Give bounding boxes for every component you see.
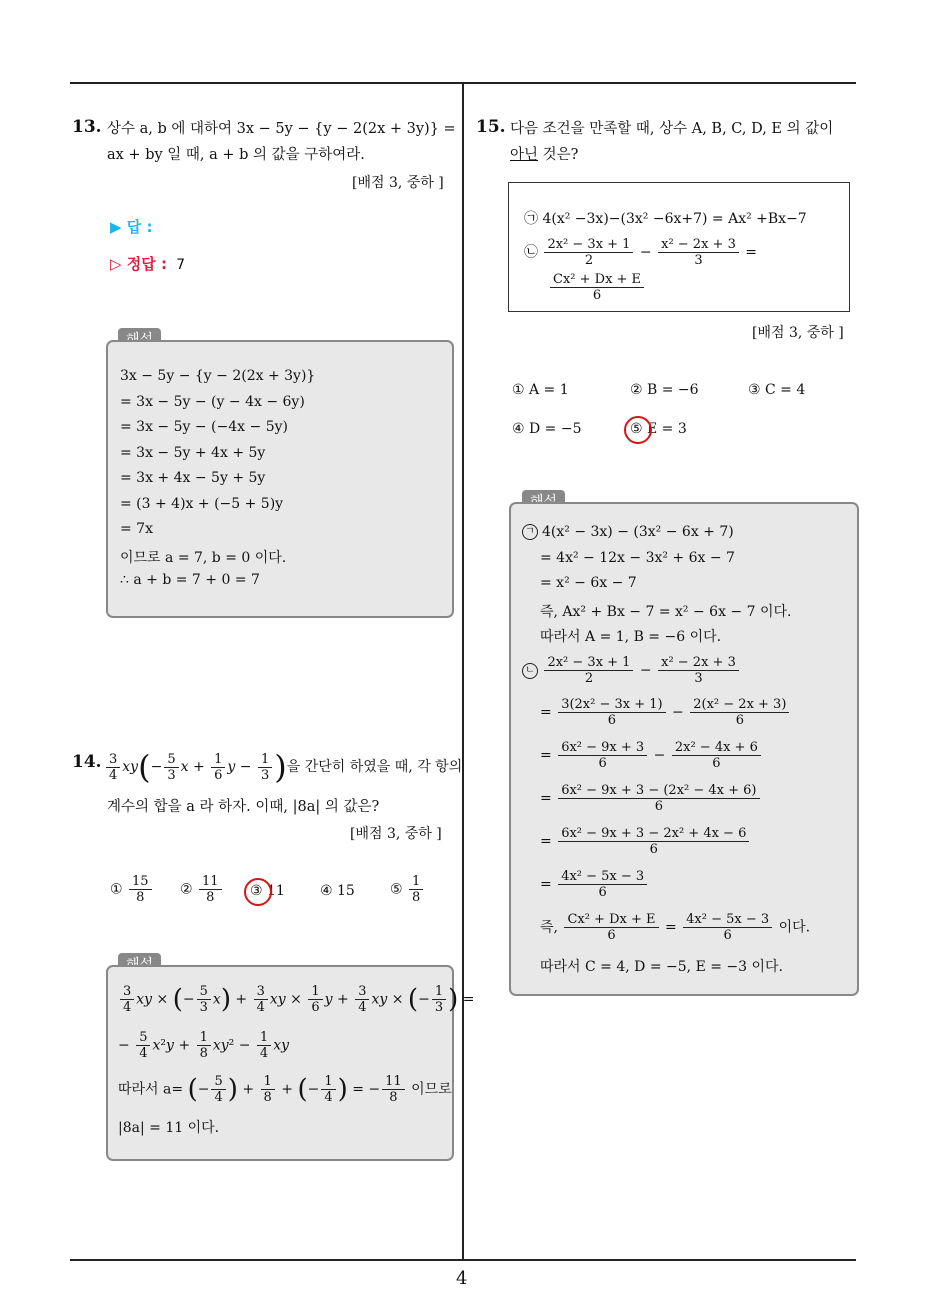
q14-sol-line2: − $\frac{5}{4}$ x²y + $\frac{1}{8}$ xy² − $\frac{1}{4}$ xy bbox=[118, 1030, 289, 1061]
q13-number: 13. bbox=[72, 117, 102, 137]
q14-sol-line1: $\frac{3}{4}$ xy × (− $\frac{5}{3}$ x) + $\frac{3}{4}$ xy × $\frac{1}{6}$ y + $\frac{3}{4}$ xy × (− $\frac{1}{3}$ ) = bbox=[118, 984, 474, 1015]
q15-choice-1[interactable]: ① A = 1 bbox=[512, 382, 569, 398]
q14-line1-tail: 을 간단히 하였을 때, 각 항의 bbox=[286, 759, 463, 775]
q14-sol-line4: |8a| = 11 이다. bbox=[118, 1120, 220, 1136]
q14-f2-num: 1 bbox=[211, 752, 225, 768]
q14-choice-2[interactable]: ② $\frac{11}{8}$ bbox=[180, 874, 224, 905]
q13-correct-value: 7 bbox=[176, 257, 185, 273]
page-number: 4 bbox=[456, 1268, 468, 1289]
q15-sol-b-r5: = $\frac{\text{6x² − 9x + 3 − 2x² + 4x − 6}}{6}$ bbox=[540, 826, 751, 857]
q14-score: [배점 3, 중하 ] bbox=[350, 826, 442, 842]
q14-choice-4[interactable]: ④ 15 bbox=[320, 883, 355, 899]
column-divider bbox=[462, 83, 464, 1261]
q13-score: [배점 3, 중하 ] bbox=[352, 175, 444, 191]
q15-choice-2[interactable]: ② B = −6 bbox=[630, 382, 699, 398]
q15-line1: 다음 조건을 만족할 때, 상수 A, B, C, D, E 의 값이 bbox=[510, 121, 834, 137]
q15-sol-b-r6: = $\frac{\text{4x² − 5x − 3}}{6}$ bbox=[540, 869, 649, 900]
q13-sol-line: = 3x + 4x − 5y + 5y bbox=[120, 470, 266, 486]
q13-correct-label: ▷ 정답 : bbox=[110, 255, 167, 273]
q15-cond-2: ㉡ $\frac{\text{2x² − 3x + 1}}{2}$ − $\frac{\text{x² − 2x + 3}}{3}$ = bbox=[524, 237, 758, 268]
q15-sol-b-r4: = $\frac{\text{6x² − 9x + 3 − (2x² − 4x + 6)}}{6}$ bbox=[540, 783, 762, 814]
q13-sol-line: = 3x − 5y − (−4x − 5y) bbox=[120, 419, 288, 435]
q15-choice-4[interactable]: ④ D = −5 bbox=[512, 421, 582, 437]
q13-correct bbox=[110, 253, 185, 274]
q15-number: 15. bbox=[476, 117, 506, 137]
q13-sol-line: = 7x bbox=[120, 521, 153, 537]
q14-f2-den: 6 bbox=[214, 767, 223, 783]
q15-sol-b-r7: 즉, $\frac{\text{Cx² + Dx + E}}{6}$ = $\frac{\text{4x² − 5x − 3}}{6}$ 이다. bbox=[540, 912, 811, 943]
q15-sol-a-line: = 4x² − 12x − 3x² + 6x − 7 bbox=[540, 549, 735, 566]
q13-answer-label: ▶ 답 : bbox=[110, 218, 153, 236]
q15-sol-b-r8: 따라서 C = 4, D = −5, E = −3 이다. bbox=[540, 959, 784, 975]
q15-sol-a-line: = x² − 6x − 7 bbox=[540, 575, 637, 591]
q13-line1: 상수 a, b 에 대하여 3x − 5y − {y − 2(2x + 3y)} = bbox=[107, 121, 456, 137]
q14-f1-num: 5 bbox=[164, 752, 178, 768]
q14-number: 14. bbox=[72, 752, 102, 772]
q15-sol-b-r3: = $\frac{\text{6x² − 9x + 3}}{6}$ − $\frac{\text{2x² − 4x + 6}}{6}$ bbox=[540, 740, 763, 771]
q14-sol-line3: 따라서 a= (− $\frac{5}{4}$ ) + $\frac{1}{8}$ + (− $\frac{1}{4}$ ) = − $\frac{11}{8}$ 이므로 bbox=[118, 1074, 452, 1105]
q15-sol-b-r2: = $\frac{\text{3(2x² − 3x + 1)}}{6}$ − $\frac{\text{2(x² − 2x + 3)}}{6}$ bbox=[540, 697, 791, 728]
q15-sol-a-line: 즉, Ax² + Bx − 7 = x² − 6x − 7 이다. bbox=[540, 603, 792, 620]
q15-choice-5[interactable]: ⑤ E = 3 bbox=[630, 421, 687, 437]
q15-cond-1: ㉠ 4(x² −3x)−(3x² −6x+7) = Ax² +Bx−7 bbox=[524, 211, 807, 227]
q15-sol-a-line: ㄱ 4(x² − 3x) − (3x² − 6x + 7) bbox=[522, 524, 734, 540]
q14-f3-num: 1 bbox=[258, 752, 272, 768]
q14-line1: $\frac{3}{4}$ xy(− $\frac{5}{3}$ x + $\frac{1}{6}$ y − $\frac{1}{3}$ )을 간단히 하였을 때, 각 항의 bbox=[104, 748, 462, 786]
q14-selected-ring bbox=[244, 878, 272, 906]
q15-selected-ring bbox=[624, 416, 652, 444]
q15-line2 bbox=[510, 142, 578, 168]
q15-underline-word: 아닌 bbox=[510, 147, 539, 163]
q13-sol-line: = 3x − 5y + 4x + 5y bbox=[120, 444, 266, 461]
q13-sol-line: = (3 + 4)x + (−5 + 5)y bbox=[120, 495, 284, 512]
q13-line2: ax + by 일 때, a + b 의 값을 구하여라. bbox=[107, 147, 365, 163]
q15-cond-2b: $\frac{\text{Cx² + Dx + E}}{6}$ bbox=[548, 272, 646, 303]
q13-sol-line: 이므로 a = 7, b = 0 이다. bbox=[120, 549, 287, 566]
q13-sol-line: 3x − 5y − {y − 2(2x + 3y)} bbox=[120, 368, 316, 384]
q13-sol-line: = 3x − 5y − (y − 4x − 6y) bbox=[120, 393, 305, 410]
q13-sol-line: ∴ a + b = 7 + 0 = 7 bbox=[120, 572, 260, 588]
q14-xy: xy bbox=[122, 759, 139, 775]
q14-coef-num: 3 bbox=[106, 752, 120, 768]
q15-score: [배점 3, 중하 ] bbox=[752, 325, 844, 341]
q14-choice-3[interactable]: ③ 11 bbox=[250, 883, 285, 899]
q14-coef-den: 4 bbox=[109, 767, 118, 783]
bottom-rule bbox=[70, 1259, 856, 1261]
q15-line2-rest: 것은? bbox=[538, 147, 579, 163]
q15-sol-b-r1: ㄴ $\frac{\text{2x² − 3x + 1}}{2}$ − $\frac{\text{x² − 2x + 3}}{3}$ bbox=[522, 655, 741, 686]
q14-choice-5[interactable]: ⑤ $\frac{1}{8}$ bbox=[390, 874, 425, 905]
q15-sol-a-line: 따라서 A = 1, B = −6 이다. bbox=[540, 629, 722, 645]
q14-f1-den: 3 bbox=[167, 767, 176, 783]
q14-f3-den: 3 bbox=[260, 767, 270, 783]
q14-line2: 계수의 합을 a 라 하자. 이때, |8a| 의 값은? bbox=[107, 799, 380, 815]
q14-choice-1[interactable]: ① $\frac{15}{8}$ bbox=[110, 874, 154, 905]
q15-mark-a-icon: ㄱ bbox=[522, 524, 538, 540]
q15-choice-3[interactable]: ③ C = 4 bbox=[748, 382, 806, 398]
